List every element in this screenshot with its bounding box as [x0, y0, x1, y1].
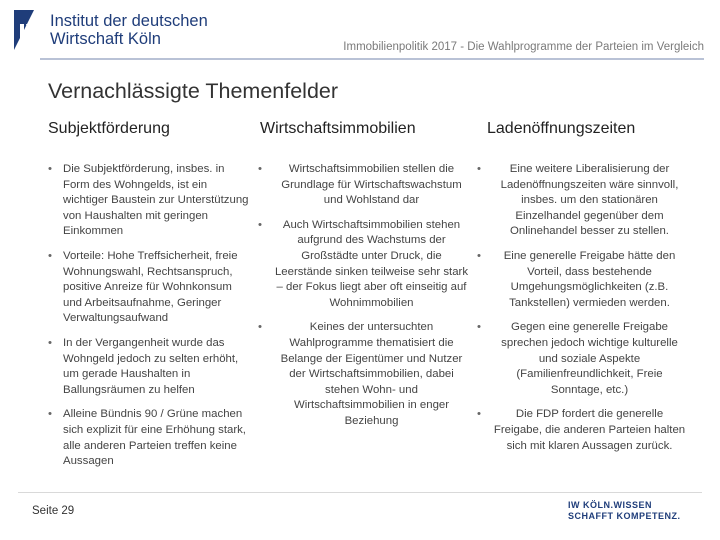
list-item — [477, 162, 687, 240]
list-item-text: In der Vergangenheit wurde das Wohngeld jedoch zu selten erhöht, um gerade Haushalten in Ballungsräumen zu helfen — [63, 336, 239, 396]
bullet-list — [477, 162, 687, 454]
list-item — [48, 249, 252, 327]
iw-logo-icon — [14, 10, 44, 50]
footer-logo-line-2: SCHAFFT KOMPETENZ. — [568, 511, 681, 521]
iw-logo-text — [50, 12, 208, 48]
bullet-icon: • — [48, 249, 52, 262]
bullet-list — [48, 162, 252, 470]
bullet-icon: • — [48, 336, 52, 349]
list-item — [477, 320, 687, 398]
list-item-text: Keines der untersuchten Wahlprogramme thematisiert die Belange der Eigentümer und Nutzer der Wirtschaftsimmobilien, dabei stehen Wohn- und Wirtschaftsimmobilien in enger Beziehung — [280, 321, 463, 427]
list-item — [258, 320, 470, 429]
list-item — [48, 162, 252, 240]
bullet-icon: • — [258, 321, 262, 334]
header-subtitle: Immobilienpolitik 2017 - Die Wahlprogramme der Parteien im Vergleich — [343, 41, 704, 53]
page-number: Seite 29 — [32, 505, 75, 517]
slide-title: Vernachlässigte Themenfelder — [48, 79, 339, 103]
column-wirtschaftsimmobilien — [258, 120, 470, 439]
bullet-icon: • — [477, 249, 481, 262]
column-heading: Wirtschaftsimmobilien — [260, 120, 416, 137]
list-item-text: Wirtschaftsimmobilien stellen die Grundlage für Wirtschaftswachstum und Wohlstand dar — [281, 163, 462, 207]
list-item — [48, 336, 252, 398]
list-item — [477, 407, 687, 454]
column-subjektfoerderung — [48, 120, 252, 479]
bullet-icon: • — [477, 408, 481, 421]
list-item-text: Die FDP fordert die generelle Freigabe, die anderen Parteien halten sich mit klaren Aussagen zurück. — [493, 408, 686, 452]
list-item-text: Vorteile: Hohe Treffsicherheit, freie Wohnungswahl, Rechtsanspruch, positive Anreize für Wohnkonsum und Arbeitsaufnahme, Geringer Verwaltungsaufwand — [63, 249, 238, 325]
list-item — [477, 249, 687, 311]
list-item-text: Eine generelle Freigabe hätte den Vorteil, dass bestehende Umgehungsmöglichkeiten (z.B. Tankstellen) vermieden werden. — [503, 249, 676, 309]
column-ladenoeffnungszeiten — [477, 120, 687, 463]
logo-line-1: Institut der deutschen — [50, 12, 208, 30]
list-item-text: Auch Wirtschaftsimmobilien stehen aufgrund des Wachstums der Großstädte unter Druck, die Leerstände sinken teilweise sehr stark – der Fokus liegt aber oft einseitig auf Wohnimmobilien — [274, 218, 469, 309]
bullet-icon: • — [477, 163, 481, 175]
list-item — [258, 162, 470, 209]
bullet-list — [258, 162, 470, 430]
bullet-icon: • — [258, 163, 262, 175]
list-item-text: Die Subjektförderung, insbes. in Form des Wohngelds, ist ein wichtiger Baustein zur Unterstützung von Haushalten mit geringen Einkommen — [63, 163, 249, 238]
list-item-text: Eine weitere Liberalisierung der Ladenöffnungszeiten wäre sinnvoll, insbes. um den stationären Einzelhandel gegenüber dem Onlinehandel besser zu stellen. — [500, 163, 679, 238]
bullet-icon: • — [48, 408, 52, 421]
bullet-icon: • — [48, 163, 52, 175]
list-item — [258, 218, 470, 312]
logo-line-2: Wirtschaft Köln — [50, 30, 161, 48]
column-heading: Ladenöffnungszeiten — [487, 120, 636, 137]
footer-logo-line-1: IW KÖLN.WISSEN — [568, 500, 652, 510]
footer-logo — [568, 500, 688, 522]
header-divider — [40, 58, 704, 60]
column-heading: Subjektförderung — [48, 120, 170, 137]
bullet-icon: • — [258, 218, 262, 231]
list-item-text: Gegen eine generelle Freigabe sprechen jedoch wichtige kulturelle und soziale Aspekte (Familienfreundlichkeit, Freie Sonntage, etc.) — [501, 321, 678, 396]
list-item — [48, 407, 252, 469]
bullet-icon: • — [477, 321, 481, 334]
list-item-text: Alleine Bündnis 90 / Grüne machen sich explizit für eine Erhöhung stark, alle anderen Parteien treffen keine Aussagen — [63, 408, 246, 468]
